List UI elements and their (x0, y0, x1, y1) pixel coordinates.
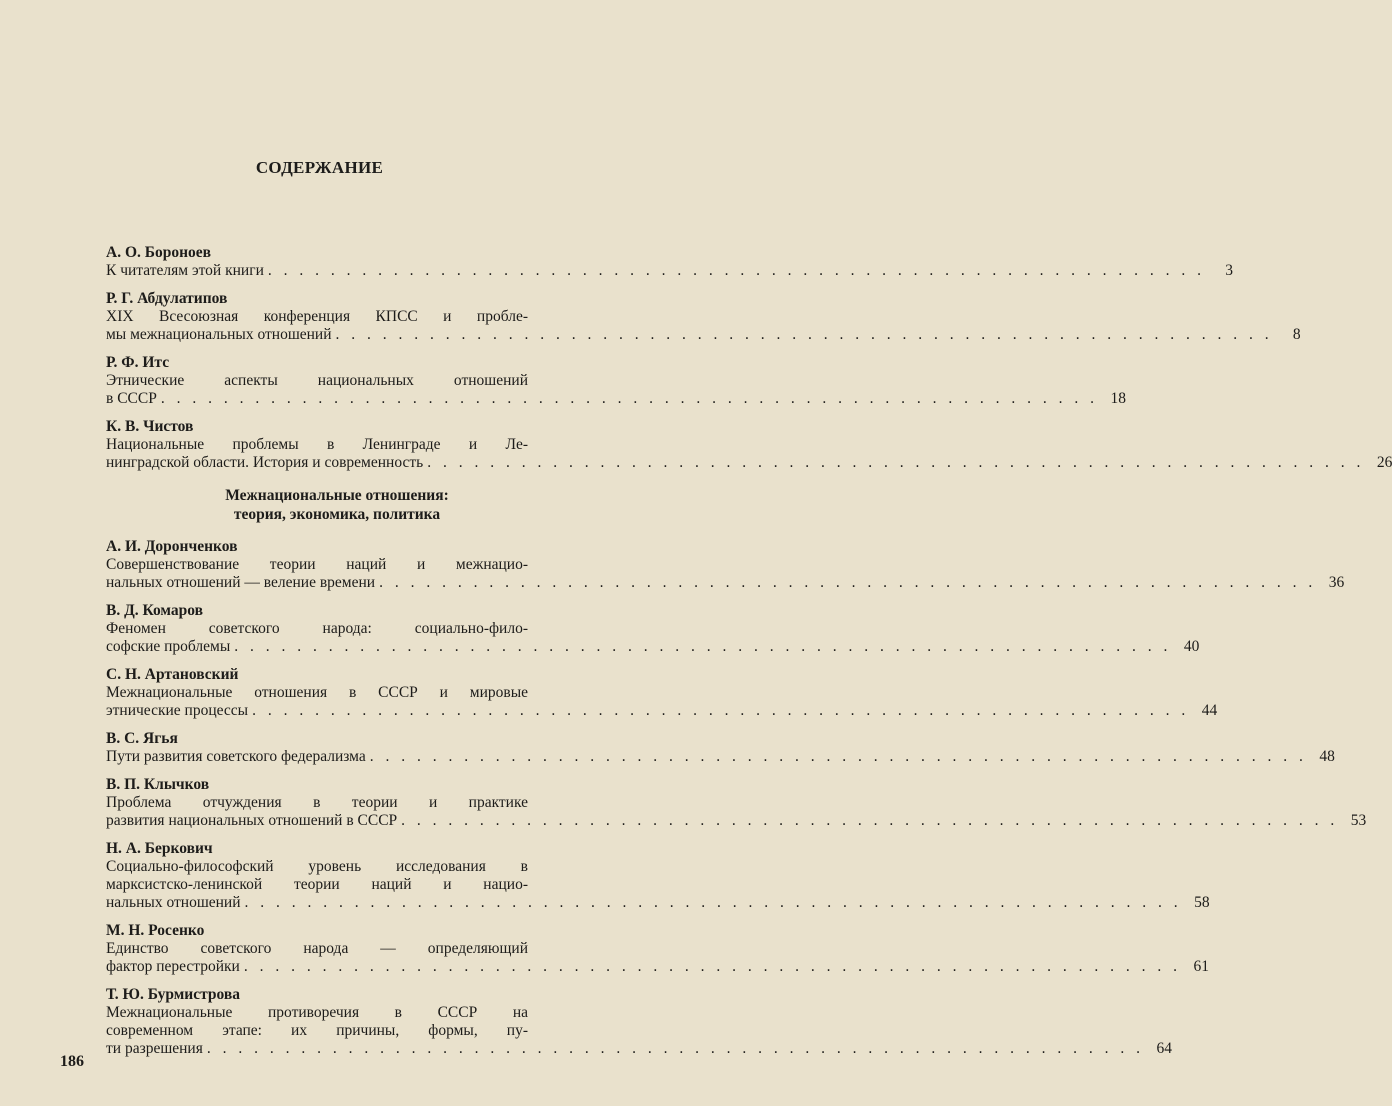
toc-entry-title-line: Межнациональные отношения в СССР и мировые (106, 684, 528, 701)
toc-entry (106, 840, 1210, 912)
toc-entry-page-number: 53 (1350, 812, 1367, 829)
toc-entry-title-line: Совершенствование теории наций и межнацио- (106, 556, 528, 573)
toc-entry-title-line: Феномен советского народа: социально-фило- (106, 620, 528, 637)
toc-entry-author: А. О. Бороноев (106, 244, 212, 261)
toc-entry (106, 354, 1126, 408)
dot-leader: . . . . . . . . . . . . . . . . . . . . . . . . . . . . . . . . . . . . . . . . . . . . . . . . . . . . . . . . . . . . (244, 894, 1182, 911)
toc-entry-title-text: в СССР (106, 390, 157, 407)
toc-entry-page-number: 18 (1110, 390, 1126, 407)
toc-entry-title-line: Этнические аспекты национальных отношений (106, 372, 528, 389)
toc-entry-title-line: Проблема отчуждения в теории и практике (106, 794, 528, 811)
toc-entry-author: В. Д. Комаров (106, 602, 203, 619)
toc-entry-title-last-line (106, 812, 1367, 830)
toc-entry-title-text: мы межнациональных отношений (106, 326, 332, 343)
toc-entry-title-line: Единство советского народа — определяющий (106, 940, 528, 957)
toc-entry-page-number: 40 (1183, 638, 1200, 655)
section-heading-line-2: теория, экономика, политика (233, 506, 441, 523)
dot-leader: . . . . . . . . . . . . . . . . . . . . . . . . . . . . . . . . . . . . . . . . . . . . . . . . . . . . . . . . . . . . (369, 748, 1307, 765)
toc-entry-page-number: 48 (1319, 748, 1335, 765)
toc-entry (106, 666, 1218, 720)
toc-entry (106, 922, 1209, 976)
toc-entry-title-line: марксистско-ленинской теории наций и нацио- (106, 876, 528, 893)
dot-leader: . . . . . . . . . . . . . . . . . . . . . . . . . . . . . . . . . . . . . . . . . . . . . . . . . . . . . . . . . . . . (243, 958, 1181, 975)
toc-entry-page-number: 61 (1193, 958, 1209, 975)
toc-entry-author: М. Н. Росенко (106, 922, 205, 939)
dot-leader: . . . . . . . . . . . . . . . . . . . . . . . . . . . . . . . . . . . . . . . . . . . . . . . . . . . . . . . . . . . . (427, 454, 1365, 471)
toc-entry-title-text: нальных отношений — веление времени (106, 574, 376, 591)
toc-entry-title-last-line (106, 894, 1210, 912)
toc-entry-author: А. И. Доронченков (106, 538, 238, 555)
table-of-contents (106, 244, 1392, 1068)
dot-leader: . . . . . . . . . . . . . . . . . . . . . . . . . . . . . . . . . . . . . . . . . . . . . . . . . . . . . . . . . . . . (206, 1040, 1144, 1057)
toc-entry-title-last-line (106, 638, 1200, 656)
toc-entry-author: С. Н. Артановский (106, 666, 239, 683)
toc-entry-title-text: Пути развития советского федерализма (106, 748, 366, 765)
dot-leader: . . . . . . . . . . . . . . . . . . . . . . . . . . . . . . . . . . . . . . . . . . . . . . . . . . . . . . . . . . . . (234, 638, 1172, 655)
toc-entry-title-text: софские проблемы (106, 638, 231, 655)
toc-entry (106, 244, 1233, 280)
dot-leader: . . . . . . . . . . . . . . . . . . . . . . . . . . . . . . . . . . . . . . . . . . . . . . . . . . . . . . . . . . . . (379, 574, 1317, 591)
toc-entry-author: Р. Г. Абдулатипов (106, 290, 228, 307)
toc-group-intro (106, 244, 1392, 472)
toc-entry-title-last-line (106, 702, 1218, 720)
toc-entry-title-line: Национальные проблемы в Ленинграде и Ле- (106, 436, 528, 453)
toc-entry (106, 538, 1345, 592)
toc-entry-title-line: Межнациональные противоречия в СССР на (106, 1004, 528, 1021)
toc-entry-title-line: современном этапе: их причины, формы, пу- (106, 1022, 528, 1039)
toc-entry-title-text: фактор перестройки (106, 958, 240, 975)
toc-entry-title-last-line (106, 262, 1233, 280)
toc-entry-title-text: нинградской области. История и современность (106, 454, 424, 471)
toc-entry (106, 986, 1172, 1058)
toc-entry-title-last-line (106, 454, 1392, 472)
toc-entry-page-number: 64 (1156, 1040, 1172, 1057)
toc-entry-title-text: нальных отношений (106, 894, 241, 911)
toc-entry-title-last-line (106, 748, 1335, 766)
toc-entry (106, 290, 1301, 344)
dot-leader: . . . . . . . . . . . . . . . . . . . . . . . . . . . . . . . . . . . . . . . . . . . . . . . . . . . . . . . . . . . . (160, 390, 1098, 407)
toc-entry-page-number: 58 (1194, 894, 1210, 911)
toc-entry-page-number: 26 (1376, 454, 1392, 471)
toc-entry-page-number: 8 (1292, 326, 1301, 343)
toc-entry-author: В. С. Ягья (106, 730, 178, 747)
dot-leader: . . . . . . . . . . . . . . . . . . . . . . . . . . . . . . . . . . . . . . . . . . . . . . . . . . . . . . . . . . . . (335, 326, 1273, 343)
toc-entry-author: Р. Ф. Итс (106, 354, 170, 371)
toc-entry (106, 730, 1335, 766)
toc-entry-page-number: 3 (1225, 262, 1233, 279)
toc-entry-title-text: ти разрешения (106, 1040, 203, 1057)
toc-entry-title-line: Социально-философский уровень исследования в (106, 858, 528, 875)
toc-entry-title-last-line (106, 326, 1301, 344)
toc-entry-author: Т. Ю. Бурмистрова (106, 986, 241, 1003)
toc-entry (106, 602, 1200, 656)
toc-entry-title-text: этнические процессы (106, 702, 249, 719)
page-title: СОДЕРЖАНИЕ (255, 158, 384, 177)
toc-entry (106, 418, 1392, 472)
toc-entry-author: К. В. Чистов (106, 418, 194, 435)
toc-entry (106, 776, 1367, 830)
toc-entry-page-number: 36 (1328, 574, 1345, 591)
toc-entry-title-last-line (106, 1040, 1172, 1058)
toc-entry-title-line: XIX Всесоюзная конференция КПСС и пробле- (106, 308, 528, 325)
toc-entry-author: В. П. Клычков (106, 776, 210, 793)
toc-entry-title-last-line (106, 958, 1209, 976)
section-heading-line-1: Межнациональные отношения: (225, 487, 449, 504)
page-number: 186 (60, 1053, 84, 1070)
dot-leader: . . . . . . . . . . . . . . . . . . . . . . . . . . . . . . . . . . . . . . . . . . . . . . . . . . . . . . . . . . . . (267, 262, 1205, 279)
dot-leader: . . . . . . . . . . . . . . . . . . . . . . . . . . . . . . . . . . . . . . . . . . . . . . . . . . . . . . . . . . . . (252, 702, 1190, 719)
section-heading (106, 486, 568, 524)
toc-entry-title-last-line (106, 574, 1345, 592)
toc-entry-title-text: развития национальных отношений в СССР (106, 812, 398, 829)
toc-entry-page-number: 44 (1201, 702, 1218, 719)
dot-leader: . . . . . . . . . . . . . . . . . . . . . . . . . . . . . . . . . . . . . . . . . . . . . . . . . . . . . . . . . . . . (401, 812, 1339, 829)
toc-group-theory (106, 538, 1367, 1058)
toc-entry-title-last-line (106, 390, 1126, 408)
toc-entry-author: Н. А. Беркович (106, 840, 213, 857)
toc-entry-title-text: К читателям этой книги (106, 262, 264, 279)
